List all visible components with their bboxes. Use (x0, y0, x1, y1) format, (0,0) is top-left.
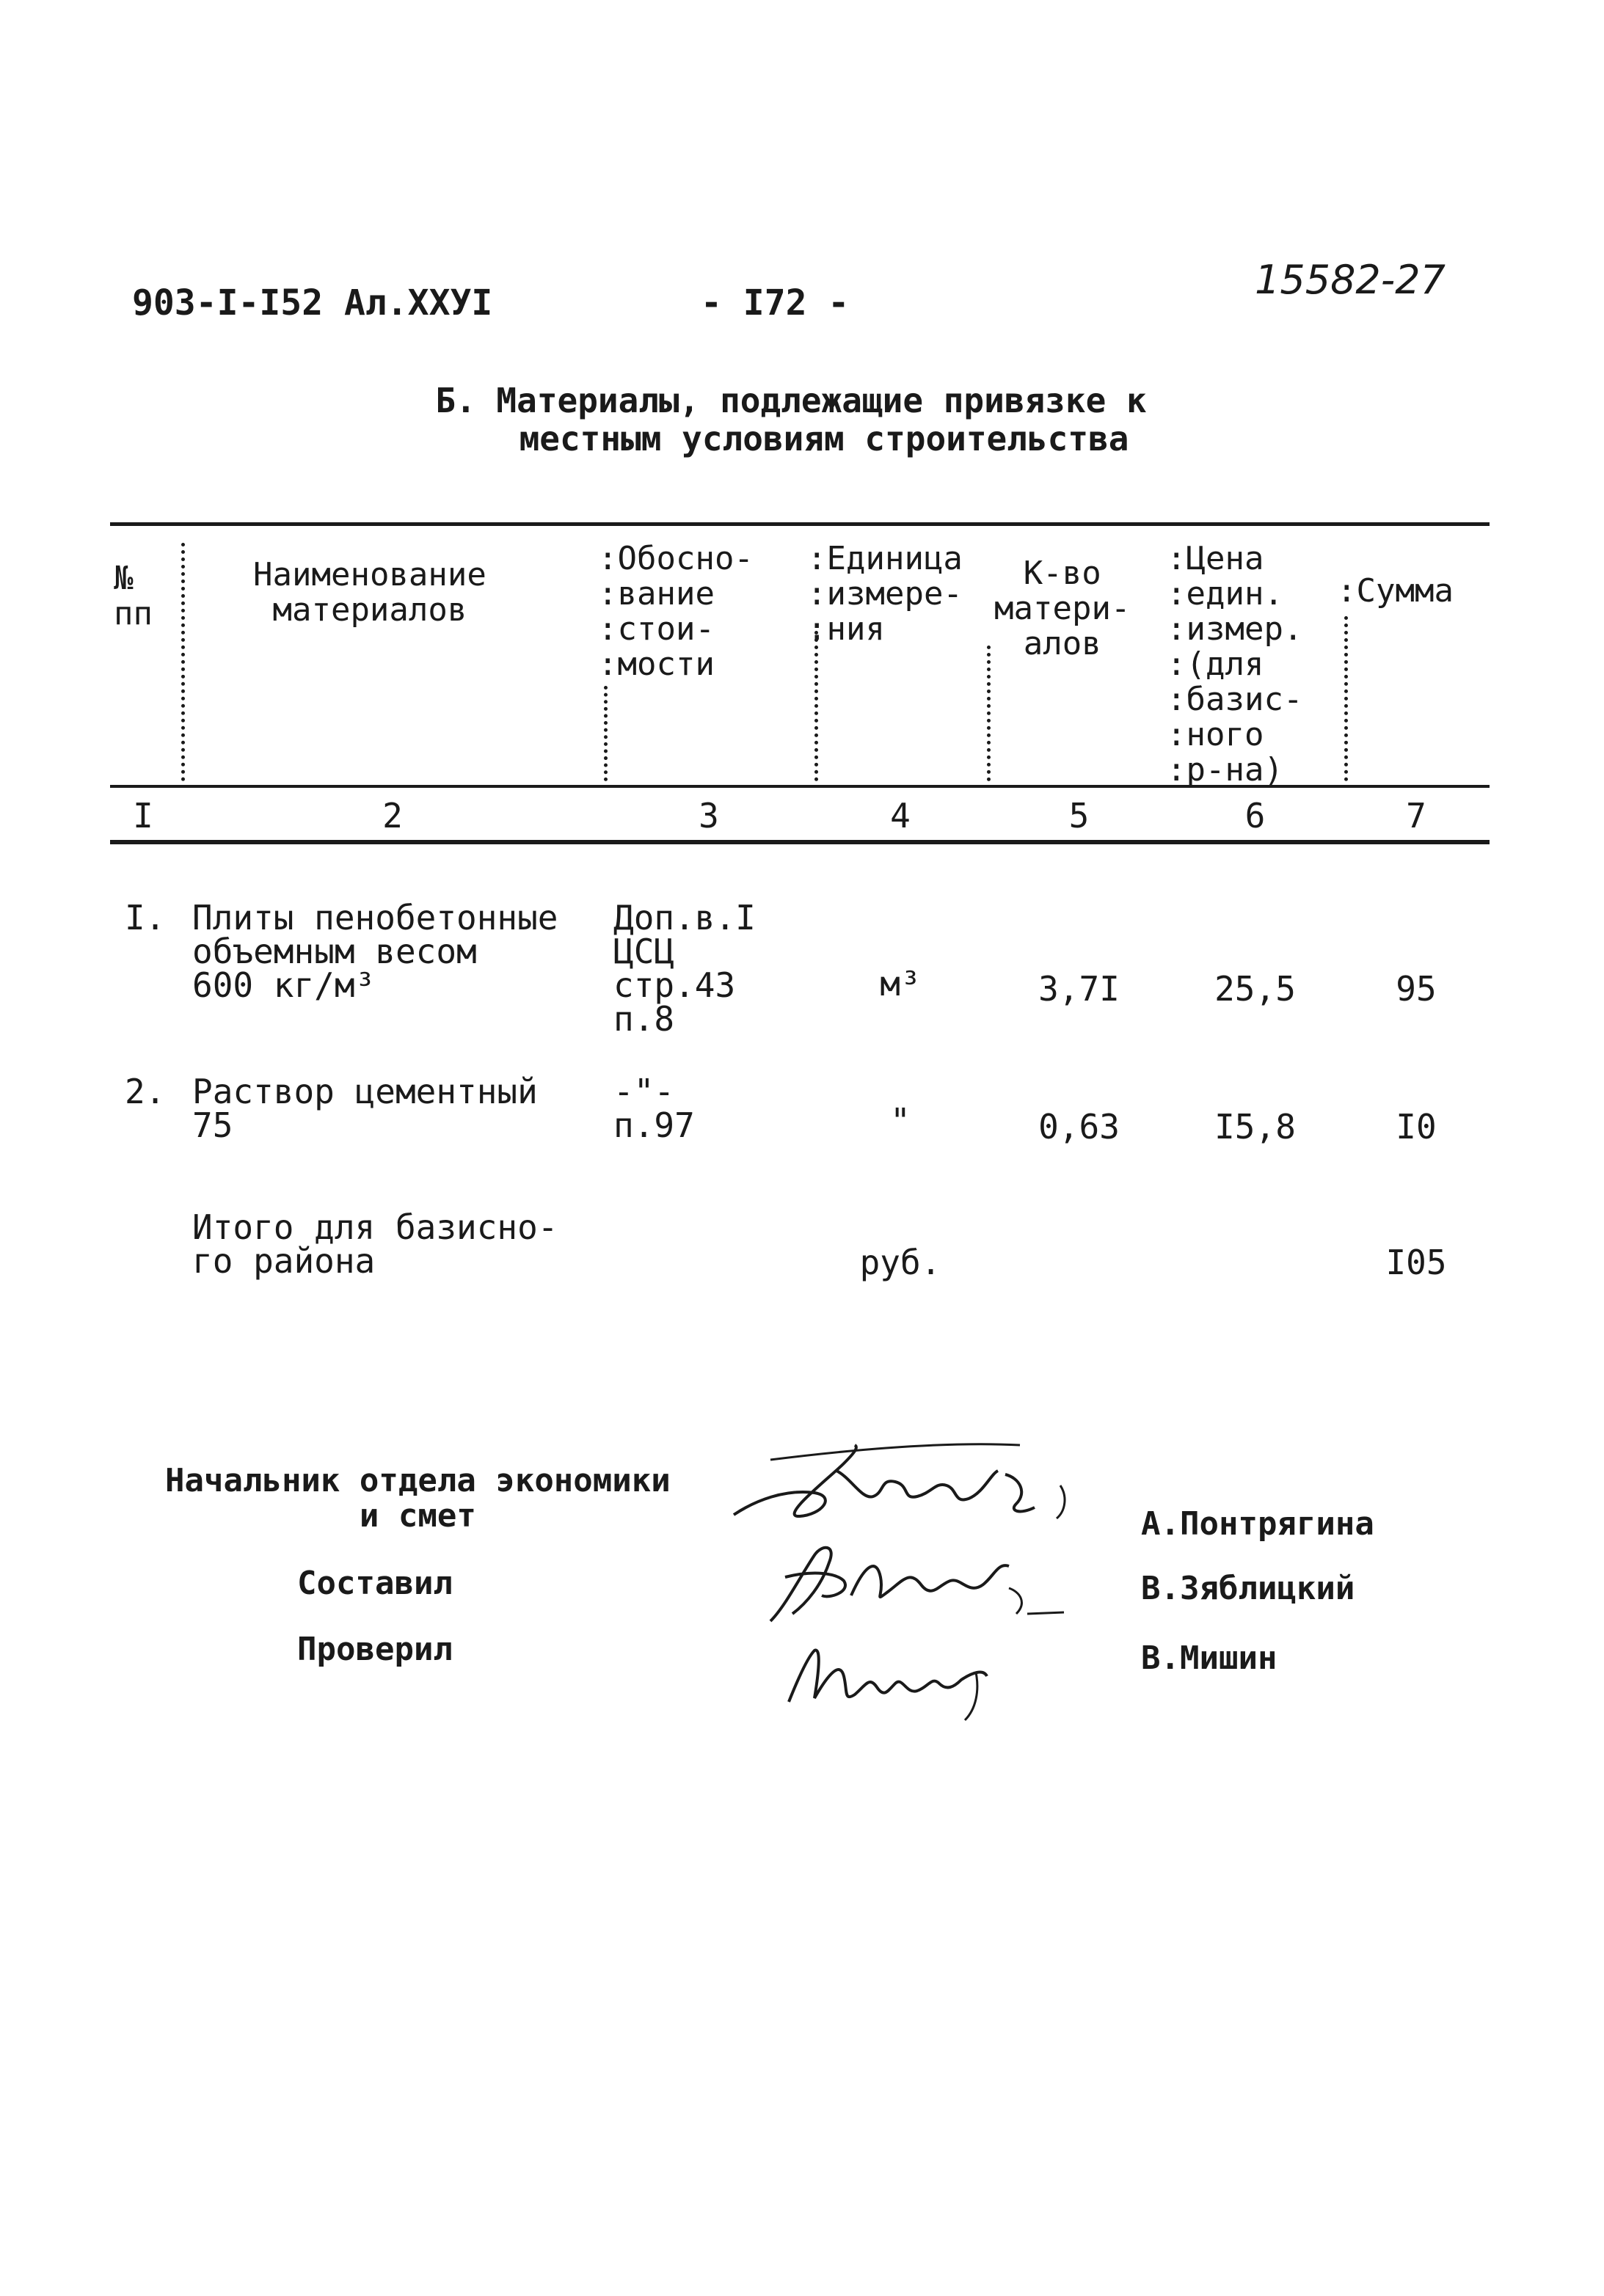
column-number: 4 (890, 796, 911, 836)
header-sum: :Сумма (1337, 572, 1454, 610)
signer-name: А.Понтрягина (1141, 1505, 1374, 1543)
section-title-line-1: Б. Материалы, подлежащие привязке к (435, 381, 1147, 420)
unit-price: 25,5 (1214, 969, 1296, 1009)
material-name: Плиты пенобетонные объемным весом 600 кг/м³ (192, 898, 558, 1005)
column-number: I (133, 796, 153, 836)
row-number: I. (125, 898, 166, 937)
total-label: Итого для базисно- го района (192, 1207, 558, 1281)
unit-of-measure: м³ (880, 964, 921, 1003)
column-number: 6 (1244, 796, 1266, 836)
signer-role: Проверил (297, 1631, 453, 1668)
page-number: - I72 - (701, 282, 850, 323)
unit-of-measure: " (890, 1101, 911, 1141)
material-name: Раствор цементный 75 (192, 1072, 538, 1145)
signer-role: Начальник отдела экономики и смет (165, 1462, 671, 1535)
total-unit: руб. (859, 1243, 941, 1282)
signature-zyablitsky (756, 1533, 1079, 1636)
column-separator (987, 646, 991, 781)
signer-role: Составил (297, 1565, 453, 1602)
row-number: 2. (125, 1072, 166, 1111)
header-unit: :Единица :измере- :ния (807, 540, 963, 648)
column-separator (1344, 616, 1348, 781)
signature-mishin (778, 1632, 1013, 1728)
column-number: 7 (1406, 796, 1426, 836)
quantity: 3,7I (1038, 969, 1120, 1009)
header-number: № пп (114, 560, 153, 632)
column-separator (181, 543, 185, 781)
column-number: 2 (382, 796, 403, 836)
column-separator (814, 631, 818, 781)
header-name: Наименование материалов (253, 556, 486, 629)
total-sum: I05 (1385, 1243, 1447, 1282)
section-title (0, 381, 1604, 458)
column-numbers-rule (110, 840, 1490, 844)
header-unit-price: :Цена :един. :измер. :(для :базис- :ного :р-на) (1167, 540, 1303, 789)
unit-price: I5,8 (1214, 1107, 1296, 1147)
section-title-line-2: местным условиям строительства (519, 419, 1129, 458)
document-code: 903-I-I52 Ал.XXУI (132, 282, 493, 323)
header-quantity: К-во матери- алов (994, 555, 1131, 662)
sum: I0 (1396, 1107, 1437, 1147)
cost-basis: -"- п.97 (613, 1072, 695, 1145)
quantity: 0,63 (1038, 1107, 1120, 1147)
sum: 95 (1396, 969, 1437, 1009)
archive-number: 15582-27 (1255, 257, 1446, 303)
table-top-rule (110, 522, 1490, 526)
signer-name: В.Мишин (1141, 1639, 1277, 1677)
cost-basis: Доп.в.I ЦСЦ стр.43 п.8 (613, 898, 756, 1039)
column-number: 5 (1068, 796, 1090, 836)
signer-name: В.Зяблицкий (1141, 1570, 1355, 1607)
header-basis: :Обосно- :вание :стои- :мости (598, 540, 754, 683)
signature-pontryagina (726, 1434, 1093, 1537)
column-number: 3 (699, 796, 719, 836)
column-separator (604, 686, 608, 781)
